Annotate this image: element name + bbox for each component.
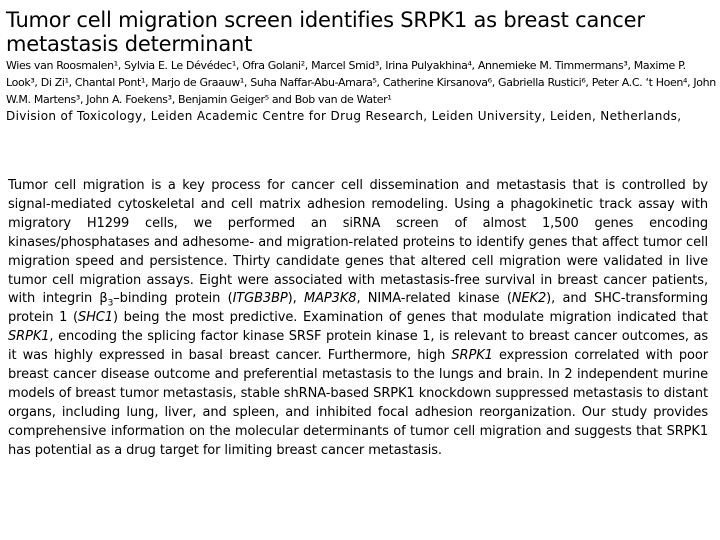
gene-name-nek2: NEK2 [511, 291, 547, 307]
abstract-segment: , encoding the splicing factor kinase SRSF protein kinase 1, is relevant to breast cancer outcomes, as it was highly expressed in basal breast cancer. Furthermore, high [8, 329, 708, 364]
affiliation: Division of Toxicology, Leiden Academic Centre for Drug Research, Leiden University, Leiden, Netherlands, [6, 109, 682, 123]
abstract-segment: ), [287, 291, 305, 307]
gene-name-map3k8: MAP3K8 [304, 291, 357, 307]
gene-name-shc1: SHC1 [77, 310, 113, 326]
beta-subscript: 3 [107, 299, 114, 310]
abstract-segment: –binding protein ( [113, 291, 233, 307]
abstract-segment: ) being the most predictive. Examination of genes that modulate migration indicated that [112, 310, 708, 326]
author-list: Wies van Roosmalen¹, Sylvia E. Le Dévédec¹, Ofra Golani², Marcel Smid³, Irina Pulyakhina⁴, Annemieke M. Timmermans³, Maxime P. Look³, Di Zi¹, Chantal Pont¹, Marjo de Graauw¹, Suha Naffar-Abu-Amara⁵, Catherine Kirsanova⁶, Gabriella Rustici⁶, Peter A.C. ‘t Hoen⁴, John W.M. Martens³, John A. Foekens³, Benjamin Geiger⁵ and Bob van de Water¹ [6, 59, 716, 106]
abstract-segment: Tumor cell migration is a key process for cancer cell dissemination and metastasis that is controlled by signal-mediated cytoskeletal and cell matrix adhesion remodeling. Using a phagokinetic track assay with migratory H1299 cells, we performed an siRNA screen of almost 1,500 genes encoding kinases/phosphatases and adhesome- and migration-related proteins to identify genes that affect tumor cell migration speed and persistence. Thirty candidate genes that altered cell migration were validated in live tumor cell migration assays. Eight were associated with metastasis-free survival in breast cancer patients, with integrin β [8, 178, 708, 307]
abstract-segment: ), and SHC-transforming protein 1 ( [8, 291, 708, 326]
page-title: Tumor cell migration screen identifies SRPK1 as breast cancer metastasis determinant [6, 8, 645, 56]
gene-name-itgb3bp: ITGB3BP [232, 291, 288, 307]
abstract-segment: expression correlated with poor breast cancer disease outcome and preferential metastasis to the lungs and brain. In 2 independent murine models of breast tumor metastasis, stable shRNA-based SRPK1 knockdown suppressed metastasis to distant organs, including lung, liver, and spleen, and inhibited focal adhesion reorganization. Our study provides comprehensive information on the molecular determinants of tumor cell migration and suggests that SRPK1 has potential as a drug target for limiting breast cancer metastasis. [8, 348, 708, 458]
abstract-text [8, 177, 708, 461]
abstract-segment: , NIMA-related kinase ( [356, 291, 512, 307]
gene-name-srpk1: SRPK1 [451, 348, 493, 364]
gene-name-srpk1: SRPK1 [8, 329, 50, 345]
